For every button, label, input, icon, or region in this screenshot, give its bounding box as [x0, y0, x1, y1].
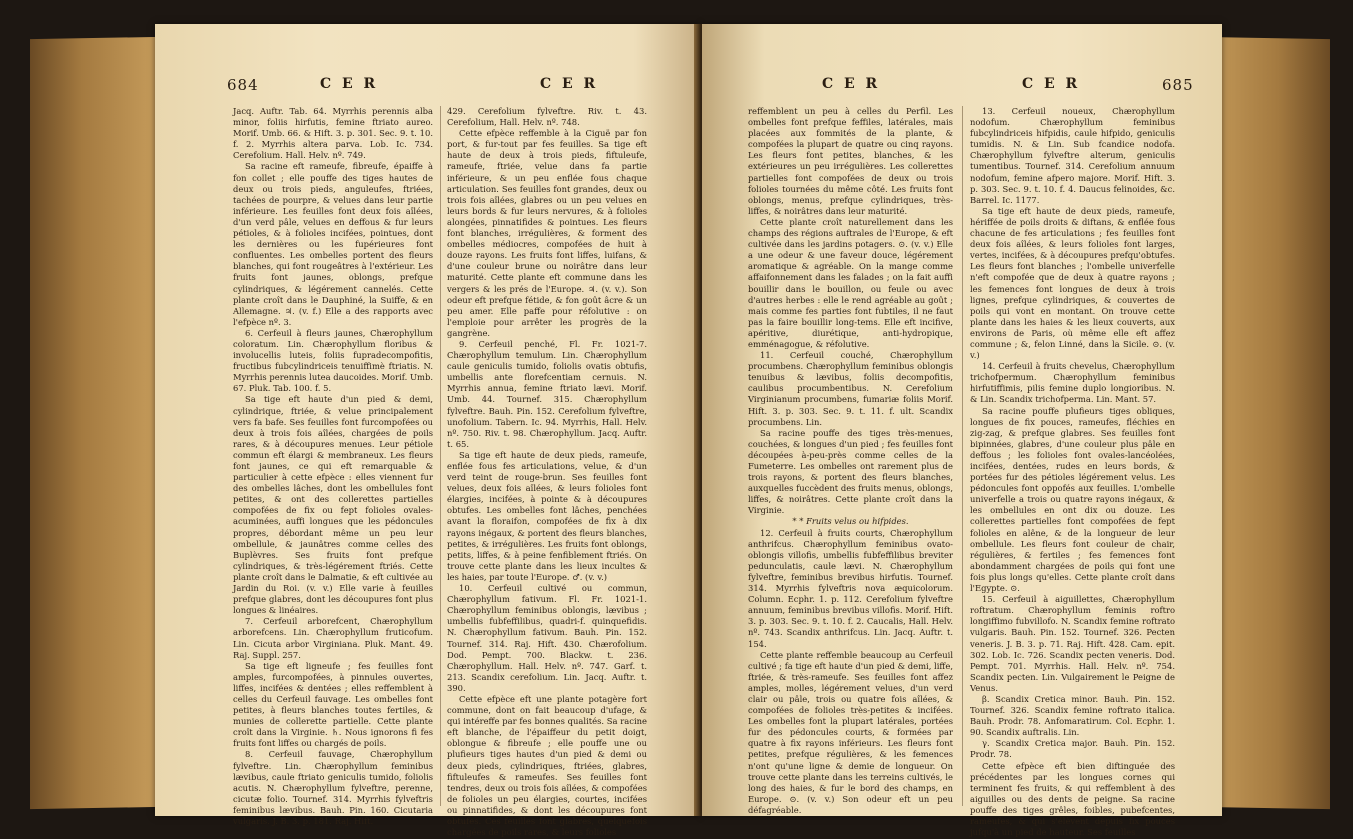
right-running-word-2: C E R: [1022, 76, 1081, 92]
paragraph: Cette plante croît naturellement dans les champs des régions auftrales de l'Europe, & eft cultivée dans les jardins potagers. ⊙. (v. v.) Elle a une odeur & une faveur douce, légérement aromatique & agréable. On la mange comme affaifonnement dans les falades ; on la fait auffi bouillir dans le bouillon, ou feule ou avec d'autres herbes : elle le rend agréable au goût ; mais comme fes parties font fubtiles, il ne faut pas la faire bouillir long-tems. Elle eft incifive, apéritive, diurétique, anti-hydropique, emménagogue, & réfolutive.: [748, 216, 953, 349]
paragraph: 12. Cerfeuil à fruits courts, Chærophyllum anthrifcus. Chærophyllum feminibus ovato-oblongis villofis, umbellis fubfeffilibus breviter pedunculatis, caule lævi. N. Chærophyllum fylveftre, feminibus brevibus hirfutis. Tournef. 314. Myrrhis fylveftris nova æquicolorum. Column. Ecphr. 1. p. 112. Cerefolium fylveftre annuum, feminibus brevibus villofis. Morif. Hift. 3. p. 303. Sec. 9. t. 10. f. 2. Caucalis, Hall. Helv. nº. 743. Scandix anthrifcus. Lin. Jacq. Auftr. t. 154.: [748, 527, 953, 649]
left-page: [155, 24, 699, 838]
right-page: [702, 24, 1222, 838]
left-page-number: 684: [227, 76, 259, 94]
paragraph: Sa racine pouffe des tiges très-menues, couchées, & longues d'un pied ; fes feuilles font découpées à-peu-près comme celles de la Fumeterre. Les ombelles ont rarement plus de trois rayons, & portent des fleurs blanches, auxquelles fuccèdent des fruits menus, oblongs, liffes, & noirâtres. Cette plante croît dans la Virginie.: [748, 427, 953, 516]
right-page-number: 685: [1162, 76, 1194, 94]
paragraph: Sa tige eft haute d'un pied & demi, cylindrique, ftriée, & velue principalement vers fa bafe. Ses feuilles font furcompofées ou deux à trois fois aîlées, chargées de poils rares, & à découpures menues. Leur pétiole commun eft élargi & membraneux. Les fleurs font jaunes, ce qui eft remarquable & particulier à cette efpèce : elles viennent fur des ombelles lâches, dont les ombellules font petites, & ont des collerettes partielles compofées de fix ou fept folioles ovales-acuminées, auffi longues que les pédoncules propres, débordant même un peu leur ombellule, & jaunâtres comme celles des Buplèvres. Ses fruits font prefque cylindriques, & très-légérement ftriés. Cette plante croît dans le Dalmatie, & eft cultivée au Jardin du Roi. (v. v.) Elle varie à feuilles prefque glabres, dont les découpures font plus longues & linéaires.: [233, 394, 433, 616]
paragraph: 14. Cerfeuil à fruits chevelus, Chærophyllum trichofpermum. Chærophyllum feminibus hirfutiffimis, pilis femine duplo longioribus. N. & Lin. Scandix trichofperma. Lin. Mant. 57.: [970, 361, 1175, 405]
paragraph: 13. Cerfeuil noueux, Chærophyllum nodofum. Chærophyllum feminibus fubcylindriceis hifpidis, caule hifpido, geniculis tumidis. N. & Lin. Sub fcandice nodofa. Chærophyllum fylveftre alterum, geniculis tumentibus. Tournef. 314. Cerefolium annuum nodofum, femine afpero majore. Morif. Hift. 3. p. 303. Sec. 9. t. 10. f. 4. Daucus felinoides, &c. Barrel. Ic. 1177.: [970, 106, 1175, 205]
paragraph: Cette plante reffemble beaucoup au Cerfeuil cultivé ; fa tige eft haute d'un pied & demi, liffe, ftriée, & très-rameufe. Ses feuilles font affez amples, molles, légérement velues, d'un verd clair ou pâle, trois ou quatre fois aîlées, & compofées de folioles très-petites & incifées. Les ombelles font la plupart latérales, portées fur des pédoncules courts, & formées par quatre à fix rayons inférieurs. Les fleurs font petites, prefque régulières, & les femences n'ont qu'une ligne & demie de longueur. On trouve cette plante dans les terreins cultivés, le long des haies, & fur le bord des champs, en Europe. ⊙. (v. v.) Son odeur eft un peu défagréable.: [748, 649, 953, 815]
paragraph: Sa tige eft haute de deux pieds, rameufe, hériffée de poils droits & diftans, & enflée fous chacune de fes articulations ; fes feuilles font deux fois aîlées, & leurs folioles font larges, vertes, incifées, & à découpures prefqu'obtufes. Les fleurs font blanches ; l'ombelle univerfelle n'eft compofée que de deux à quatre rayons ; les femences font longues de deux à trois lignes, prefque cylindriques, & couvertes de poils qui vont en montant. On trouve cette plante dans les haies & les lieux couverts, aux environs de Paris, où même elle eft affez commune ; &, felon Linné, dans la Sicile. ⊙. (v. v.): [970, 205, 1175, 361]
paragraph: 11. Cerfeuil couché, Chærophyllum procumbens. Chærophyllum feminibus oblongis tenuibus & lævibus, foliis decompofitis, caulibus procumbentibus. N. Cerefolium Virginianum procumbens, fumariæ foliis Morif. Hift. 3. p. 303. Sec. 9. t. 11. f. ult. Scandix procumbens. Lin.: [748, 350, 953, 427]
left-running-head: [155, 76, 699, 98]
left-page-edges: [30, 37, 160, 809]
left-running-word-1: C E R: [320, 76, 379, 92]
paragraph: 9. Cerfeuil penché, Fl. Fr. 1021-7. Chærophyllum temulum. Lin. Chærophyllum caule geniculis tumido, foliolis ovatis obtufis, umbellis ante florefcentiam cernuis. N. Myrrhis annua, femine ftriato lævi. Morif. Umb. 44. Tournef. 315. Chærophyllum fylveftre. Bauh. Pin. 152. Cerefolium fylveftre, unofolium. Tabern. Ic. 94. Myrrhis, Hall. Helv. nº. 750. Riv. t. 98. Chærophyllum. Jacq. Auftr. t. 65.: [447, 338, 647, 449]
column-divider: [440, 106, 441, 806]
left-column-2: [447, 106, 647, 838]
right-column-2: [970, 106, 1175, 838]
paragraph: Cette efpèce reffemble à la Ciguë par fon port, & fur-tout par fes feuilles. Sa tige eft haute de deux à trois pieds, fiftuleufe, rameufe, ftriée, velue dans fa partie inférieure, & un peu enflée fous chaque articulation. Ses feuilles font grandes, deux ou trois fois aîlées, glabres ou un peu velues en leurs bords & fur leurs nervures, & à folioles alongées, pinnatifides & pointues. Les fleurs font blanches, irrégulières, & forment des ombelles médiocres, compofées de huit à douze rayons. Les fruits font liffes, luifans, & d'une couleur brune ou noirâtre dans leur maturité. Cette plante eft commune dans les vergers & les prés de l'Europe. ♃. (v. v.). Son odeur eft prefque fétide, & fon goût âcre & un peu amer. Elle paffe pour réfolutive : on l'emploie pour arrêter les progrès de la gangrène.: [447, 128, 647, 338]
paragraph: Cette efpèce eft une plante potagère fort commune, dont on fait beaucoup d'ufage, & qui intéreffe par fes bonnes qualités. Sa racine eft blanche, de l'épaiffeur du petit doigt, oblongue & fibreufe ; elle pouffe une ou plufieurs tiges hautes d'un pied & demi ou deux pieds, cylindriques, ftriées, glabres, fiftuleufes & rameufes. Ses feuilles font tendres, deux ou trois fois aîlées, & compofées de folioles un peu élargies, courtes, incifées ou pinnatifides, & dont les découpures font obtufes. Ces feuilles font glabres, quelquefois chargées de poils rares, & leurs folioles: [447, 693, 647, 838]
paragraph: 15. Cerfeuil à aiguillettes, Chærophyllum roftratum. Chærophyllum feminis roftro longiffimo fubvillofo. N. Scandix femine roftrato vulgaris. Bauh. Pin. 152. Tournef. 326. Pecten veneris. J. B. 3. p. 71. Raj. Hift. 428. Cam. epit. 302. Lob. Ic. 726. Scandix pecten veneris. Dod. Pempt. 701. Myrrhis. Hall. Helv. nº. 754. Scandix pecten. Lin. Vulgairement le Peigne de Venus.: [970, 594, 1175, 693]
paragraph: β. Scandix Cretica minor. Bauh. Pin. 152. Tournef. 326. Scandix femine roftrato italica. Bauh. Prodr. 78. Anfomaratirum. Col. Ecphr. 1. 90. Scandix auftralis. Lin.: [970, 693, 1175, 738]
paragraph: Sa tige eft haute de deux pieds, rameufe, enflée fous fes articulations, velue, & d'un verd teint de rouge-brun. Ses feuilles font velues, deux fois aîlées, & leurs folioles font élargies, incifées, à pointe & à découpures obtufes. Les ombelles font lâches, penchées avant la floraifon, compofées de fix à dix rayons inégaux, & portent des fleurs blanches, petites, & irrégulières. Les fruits font oblongs, petits, liffes, & à peine fenfiblement ftriés. On trouve cette plante dans les lieux incultes & les haies, par toute l'Europe. ♂. (v. v.): [447, 449, 647, 582]
right-running-head: [702, 76, 1222, 98]
paragraph: 6. Cerfeuil à fleurs jaunes, Chærophyllum coloratum. Lin. Chærophyllum floribus & involucellis luteis, foliis fupradecompofitis, fructibus fubcylindriceis tenuiffimè ftriatis. N. Myrrhis perennis lutea daucoides. Morif. Umb. 67. Pluk. Tab. 100. f. 5.: [233, 327, 433, 394]
paragraph: 10. Cerfeuil cultivé ou commun, Chærophyllum fativum. Fl. Fr. 1021-1. Chærophyllum feminibus oblongis, lævibus ; umbellis fubfeffilibus, quadri-f. quinquefidis. N. Chærophyllum fativum. Bauh. Pin. 152. Tournef. 314. Raj. Hift. 430. Chærofolium. Dod. Pempt. 700. Blackw. t. 236. Chærophyllum. Hall. Helv. nº. 747. Garf. t. 213. Scandix cerefolium. Lin. Jacq. Auftr. t. 390.: [447, 583, 647, 693]
paragraph: 8. Cerfeuil fauvage, Chærophyllum fylveftre. Lin. Chærophyllum feminibus lævibus, caule ftriato geniculis tumido, foliolis acutis. N. Chærophyllum fylveftre, perenne, cicutæ folio. Tournef. 314. Myrrhis fylveftris feminibus lævibus. Bauh. Pin. 160. Cicutaria vulgaris. J. B. 3. p. 181. Raj. Hift.: [233, 749, 433, 826]
paragraph: Jacq. Auftr. Tab. 64. Myrrhis perennis alba minor, foliis hirfutis, femine ftriato aureo. Morif. Umb. 66. & Hift. 3. p. 301. Sec. 9. t. 10. f. 2. Myrrhis altera parva. Lob. Ic. 734. Cerefolium. Hall. Helv. nº. 749.: [233, 106, 433, 161]
left-column-1: [233, 106, 433, 826]
right-column-1: [748, 106, 953, 815]
section-heading: * * Fruits velus ou hifpides.: [792, 516, 909, 527]
left-running-word-2: C E R: [540, 76, 599, 92]
column-divider: [962, 106, 963, 806]
paragraph: 7. Cerfeuil arborefcent, Chærophyllum arborefcens. Lin. Chærophyllum fruticofum. Lin. Cicuta arbor Virginiana. Pluk. Mant. 49. Raj. Suppl. 257.: [233, 616, 433, 660]
paragraph: γ. Scandix Cretica major. Bauh. Pin. 152. Prodr. 78.: [970, 738, 1175, 760]
right-running-word-1: C E R: [822, 76, 881, 92]
paragraph: Sa racine eft rameufe, fibreufe, épaiffe à fon collet ; elle pouffe des tiges hautes de deux ou trois pieds, anguleufes, ftriées, tachées de pourpre, & velues dans leur partie inférieure. Les feuilles font deux fois aîlées, d'un verd pâle, velues en deffous & fur leurs pétioles, & à folioles incifées, pointues, dont les dernières ou les fupérieures font confluentes. Les ombelles portent des fleurs blanches, qui font rougeâtres à l'extérieur. Les fruits font jaunes, oblongs, prefque cylindriques, & légérement cannelés. Cette plante croît dans le Dauphiné, la Suiffe, & en Allemagne. ♃. (v. f.) Elle a des rapports avec l'efpèce nº. 3.: [233, 161, 433, 327]
paragraph: Sa tige eft ligneufe ; fes feuilles font amples, furcompofées, à pinnules ouvertes, liffes, incifées & dentées ; elles reffemblent à celles du Cerfeuil fauvage. Les ombelles font petites, à fleurs blanches toutes fertiles, & munies de collerette partielle. Cette plante croît dans la Virginie. ♄. Nous ignorons fi fes fruits font liffes ou chargés de poils.: [233, 660, 433, 749]
paragraph: reffemblent un peu à celles du Perfil. Les ombelles font prefque feffiles, latérales, mais placées aux fommités de la plante, & compofées la plupart de quatre ou cinq rayons. Les fleurs font petites, blanches, & les extérieures un peu irrégulières. Les collerettes partielles font compofées de deux ou trois folioles tournées du même côté. Les fruits font oblongs, menus, prefque cylindriques, très-liffes, & noirâtres dans leur maturité.: [748, 106, 953, 216]
paragraph: 429. Cerefolium fylveftre. Riv. t. 43. Cerefolium, Hall. Helv. nº. 748.: [447, 106, 647, 128]
paragraph: Cette efpèce eft bien diftinguée des précédentes par les longues cornes qui terminent fes fruits, & qui reffemblent à des aiguilles ou des dents de peigne. Sa racine pouffe des tiges grêles, foibles, pubefcentes, rameufes, & qui s'élèvent depuis fix pouces jufqu'à un pied de hauteur. Ses feuilles: [970, 760, 1175, 838]
paragraph: Sa racine pouffe plufieurs tiges obliques, longues de fix pouces, rameufes, fléchies en zig-zag, & prefque glabres. Ses feuilles font bipinnées, glabres, d'une couleur plus pâle en deffous ; les folioles font ovales-lancéolées, incifées, dentées, rudes en leurs bords, & portées fur des pétioles légérement velus. Les pédoncules font oppofés aux feuilles. L'ombelle univerfelle a trois ou quatre rayons inégaux, & les ombellules en ont dix ou douze. Les collerettes partielles font compofées de fept folioles en alêne, & de la longueur de leur ombellule. Les fleurs font couleur de chair, régulières, & fertiles ; fes femences font abondamment chargées de poils qui font une fois plus longs qu'elles. Cette plante croît dans l'Egypte. ⊙.: [970, 405, 1175, 594]
